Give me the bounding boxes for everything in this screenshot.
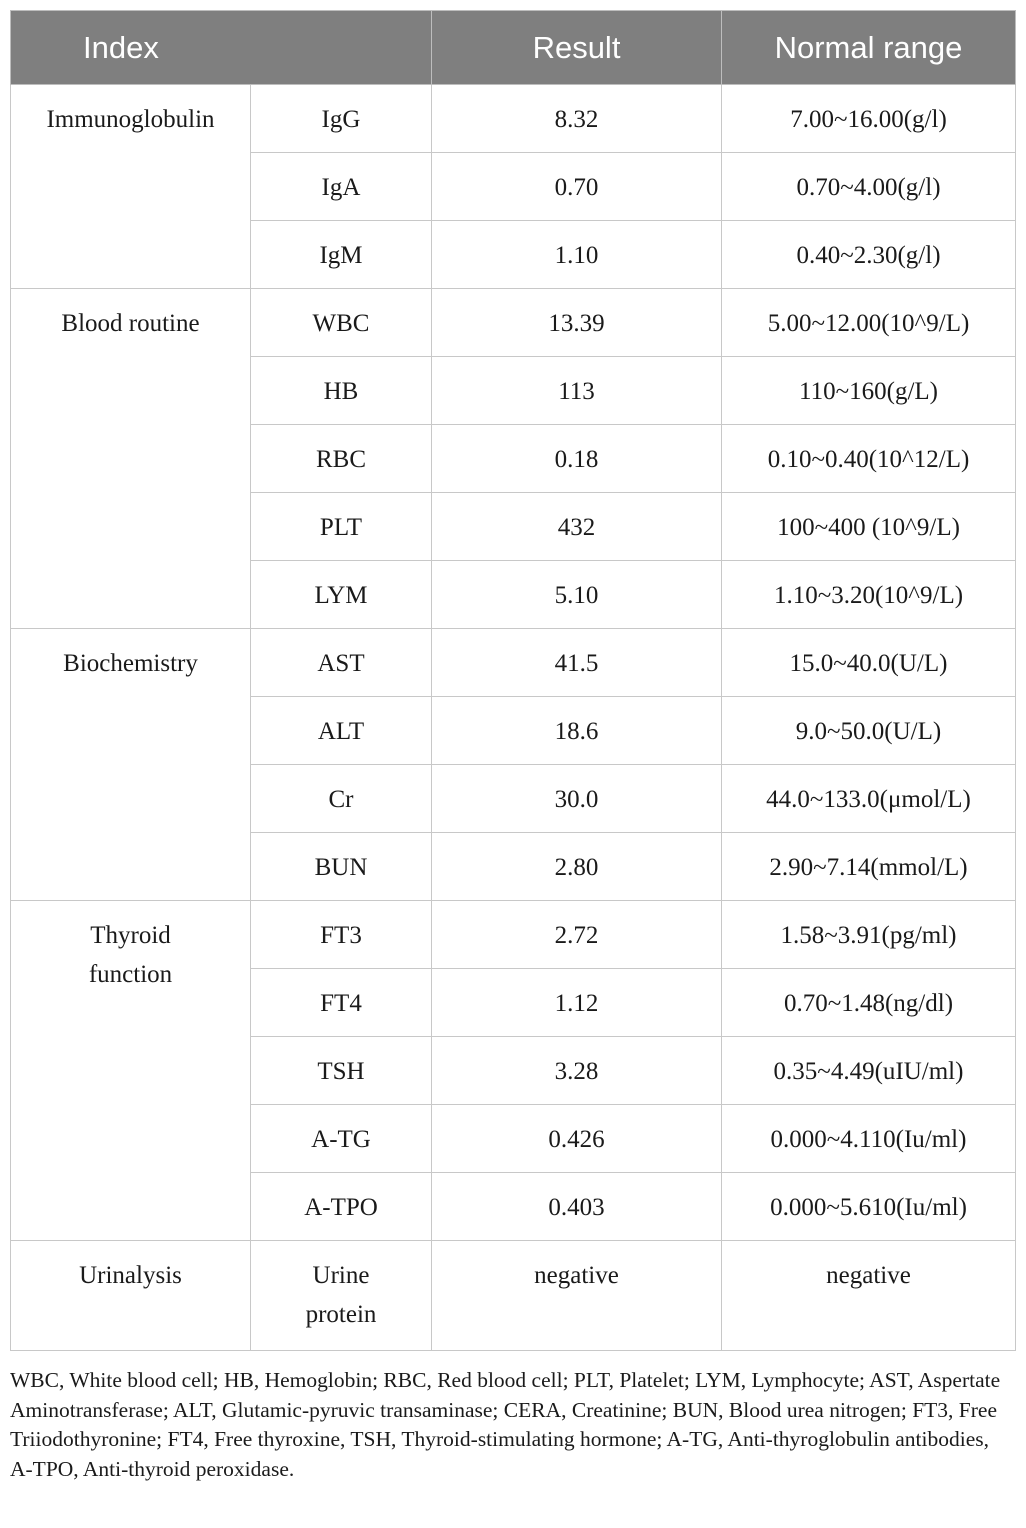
item-cell: PLT — [251, 493, 432, 561]
item-cell: ALT — [251, 697, 432, 765]
result-cell: 18.6 — [432, 697, 722, 765]
item-cell: WBC — [251, 289, 432, 357]
table-row — [11, 289, 1016, 357]
result-cell: 41.5 — [432, 629, 722, 697]
item-cell: RBC — [251, 425, 432, 493]
table-row — [11, 629, 1016, 697]
header-row — [11, 11, 1016, 85]
range-cell: 0.000~4.110(Iu/ml) — [722, 1105, 1016, 1173]
table-row — [11, 1241, 1016, 1351]
group-label-thyroid-function — [11, 901, 251, 1241]
item-cell: IgA — [251, 153, 432, 221]
result-cell: 3.28 — [432, 1037, 722, 1105]
group-label-line: Thyroid — [90, 922, 171, 949]
table-row — [11, 85, 1016, 153]
range-cell: 1.58~3.91(pg/ml) — [722, 901, 1016, 969]
group-label-line: function — [88, 961, 173, 988]
lab-results-document — [10, 10, 1015, 1484]
result-cell: 5.10 — [432, 561, 722, 629]
result-cell: 113 — [432, 357, 722, 425]
item-cell: IgG — [251, 85, 432, 153]
result-cell: 2.80 — [432, 833, 722, 901]
range-cell: 0.000~5.610(Iu/ml) — [722, 1173, 1016, 1241]
result-cell: 8.32 — [432, 85, 722, 153]
item-cell: FT3 — [251, 901, 432, 969]
result-cell: 1.10 — [432, 221, 722, 289]
result-cell: 1.12 — [432, 969, 722, 1037]
result-cell: 432 — [432, 493, 722, 561]
result-cell: 0.18 — [432, 425, 722, 493]
header-normal-range: Normal range — [722, 11, 1016, 85]
item-cell: IgM — [251, 221, 432, 289]
table-row — [11, 901, 1016, 969]
range-cell: 0.40~2.30(g/l) — [722, 221, 1016, 289]
range-cell: 100~400 (10^9/L) — [722, 493, 1016, 561]
range-cell: 110~160(g/L) — [722, 357, 1016, 425]
header-result: Result — [432, 11, 722, 85]
item-line: protein — [305, 1301, 377, 1328]
range-cell: 0.70~4.00(g/l) — [722, 153, 1016, 221]
range-cell: 44.0~133.0(μmol/L) — [722, 765, 1016, 833]
result-cell: 30.0 — [432, 765, 722, 833]
result-cell: negative — [432, 1241, 722, 1351]
item-cell — [251, 1241, 432, 1351]
result-cell: 0.403 — [432, 1173, 722, 1241]
result-cell: 0.426 — [432, 1105, 722, 1173]
range-cell: 7.00~16.00(g/l) — [722, 85, 1016, 153]
item-cell: LYM — [251, 561, 432, 629]
header-index: Index — [11, 11, 432, 85]
lab-results-table — [10, 10, 1016, 1351]
item-cell: A-TG — [251, 1105, 432, 1173]
range-cell: 2.90~7.14(mmol/L) — [722, 833, 1016, 901]
range-cell: 1.10~3.20(10^9/L) — [722, 561, 1016, 629]
table-footnote: WBC, White blood cell; HB, Hemoglobin; RBC, Red blood cell; PLT, Platelet; LYM, Lymphocyte; AST, Aspertate Aminotransferase; ALT, Glutamic-pyruvic transaminase; CERA, Creatinine; BUN, Blood urea nitrogen; FT3, Free Triiodothyronine; FT4, Free thyroxine, TSH, Thyroid-stimulating hormone; A-TG, Anti-thyroglobulin antibodies, A-TPO, Anti-thyroid peroxidase. — [10, 1368, 1001, 1481]
item-cell: A-TPO — [251, 1173, 432, 1241]
range-cell: negative — [722, 1241, 1016, 1351]
item-cell: BUN — [251, 833, 432, 901]
range-cell: 5.00~12.00(10^9/L) — [722, 289, 1016, 357]
range-cell: 0.35~4.49(uIU/ml) — [722, 1037, 1016, 1105]
group-label-immunoglobulin: Immunoglobulin — [11, 85, 251, 289]
range-cell: 0.10~0.40(10^12/L) — [722, 425, 1016, 493]
range-cell: 9.0~50.0(U/L) — [722, 697, 1016, 765]
item-line: Urine — [312, 1262, 370, 1289]
range-cell: 15.0~40.0(U/L) — [722, 629, 1016, 697]
item-cell: AST — [251, 629, 432, 697]
item-cell: TSH — [251, 1037, 432, 1105]
item-cell: FT4 — [251, 969, 432, 1037]
range-cell: 0.70~1.48(ng/dl) — [722, 969, 1016, 1037]
item-cell: HB — [251, 357, 432, 425]
result-cell: 2.72 — [432, 901, 722, 969]
item-cell: Cr — [251, 765, 432, 833]
result-cell: 0.70 — [432, 153, 722, 221]
group-label-biochemistry: Biochemistry — [11, 629, 251, 901]
group-label-blood-routine: Blood routine — [11, 289, 251, 629]
result-cell: 13.39 — [432, 289, 722, 357]
group-label-urinalysis: Urinalysis — [11, 1241, 251, 1351]
